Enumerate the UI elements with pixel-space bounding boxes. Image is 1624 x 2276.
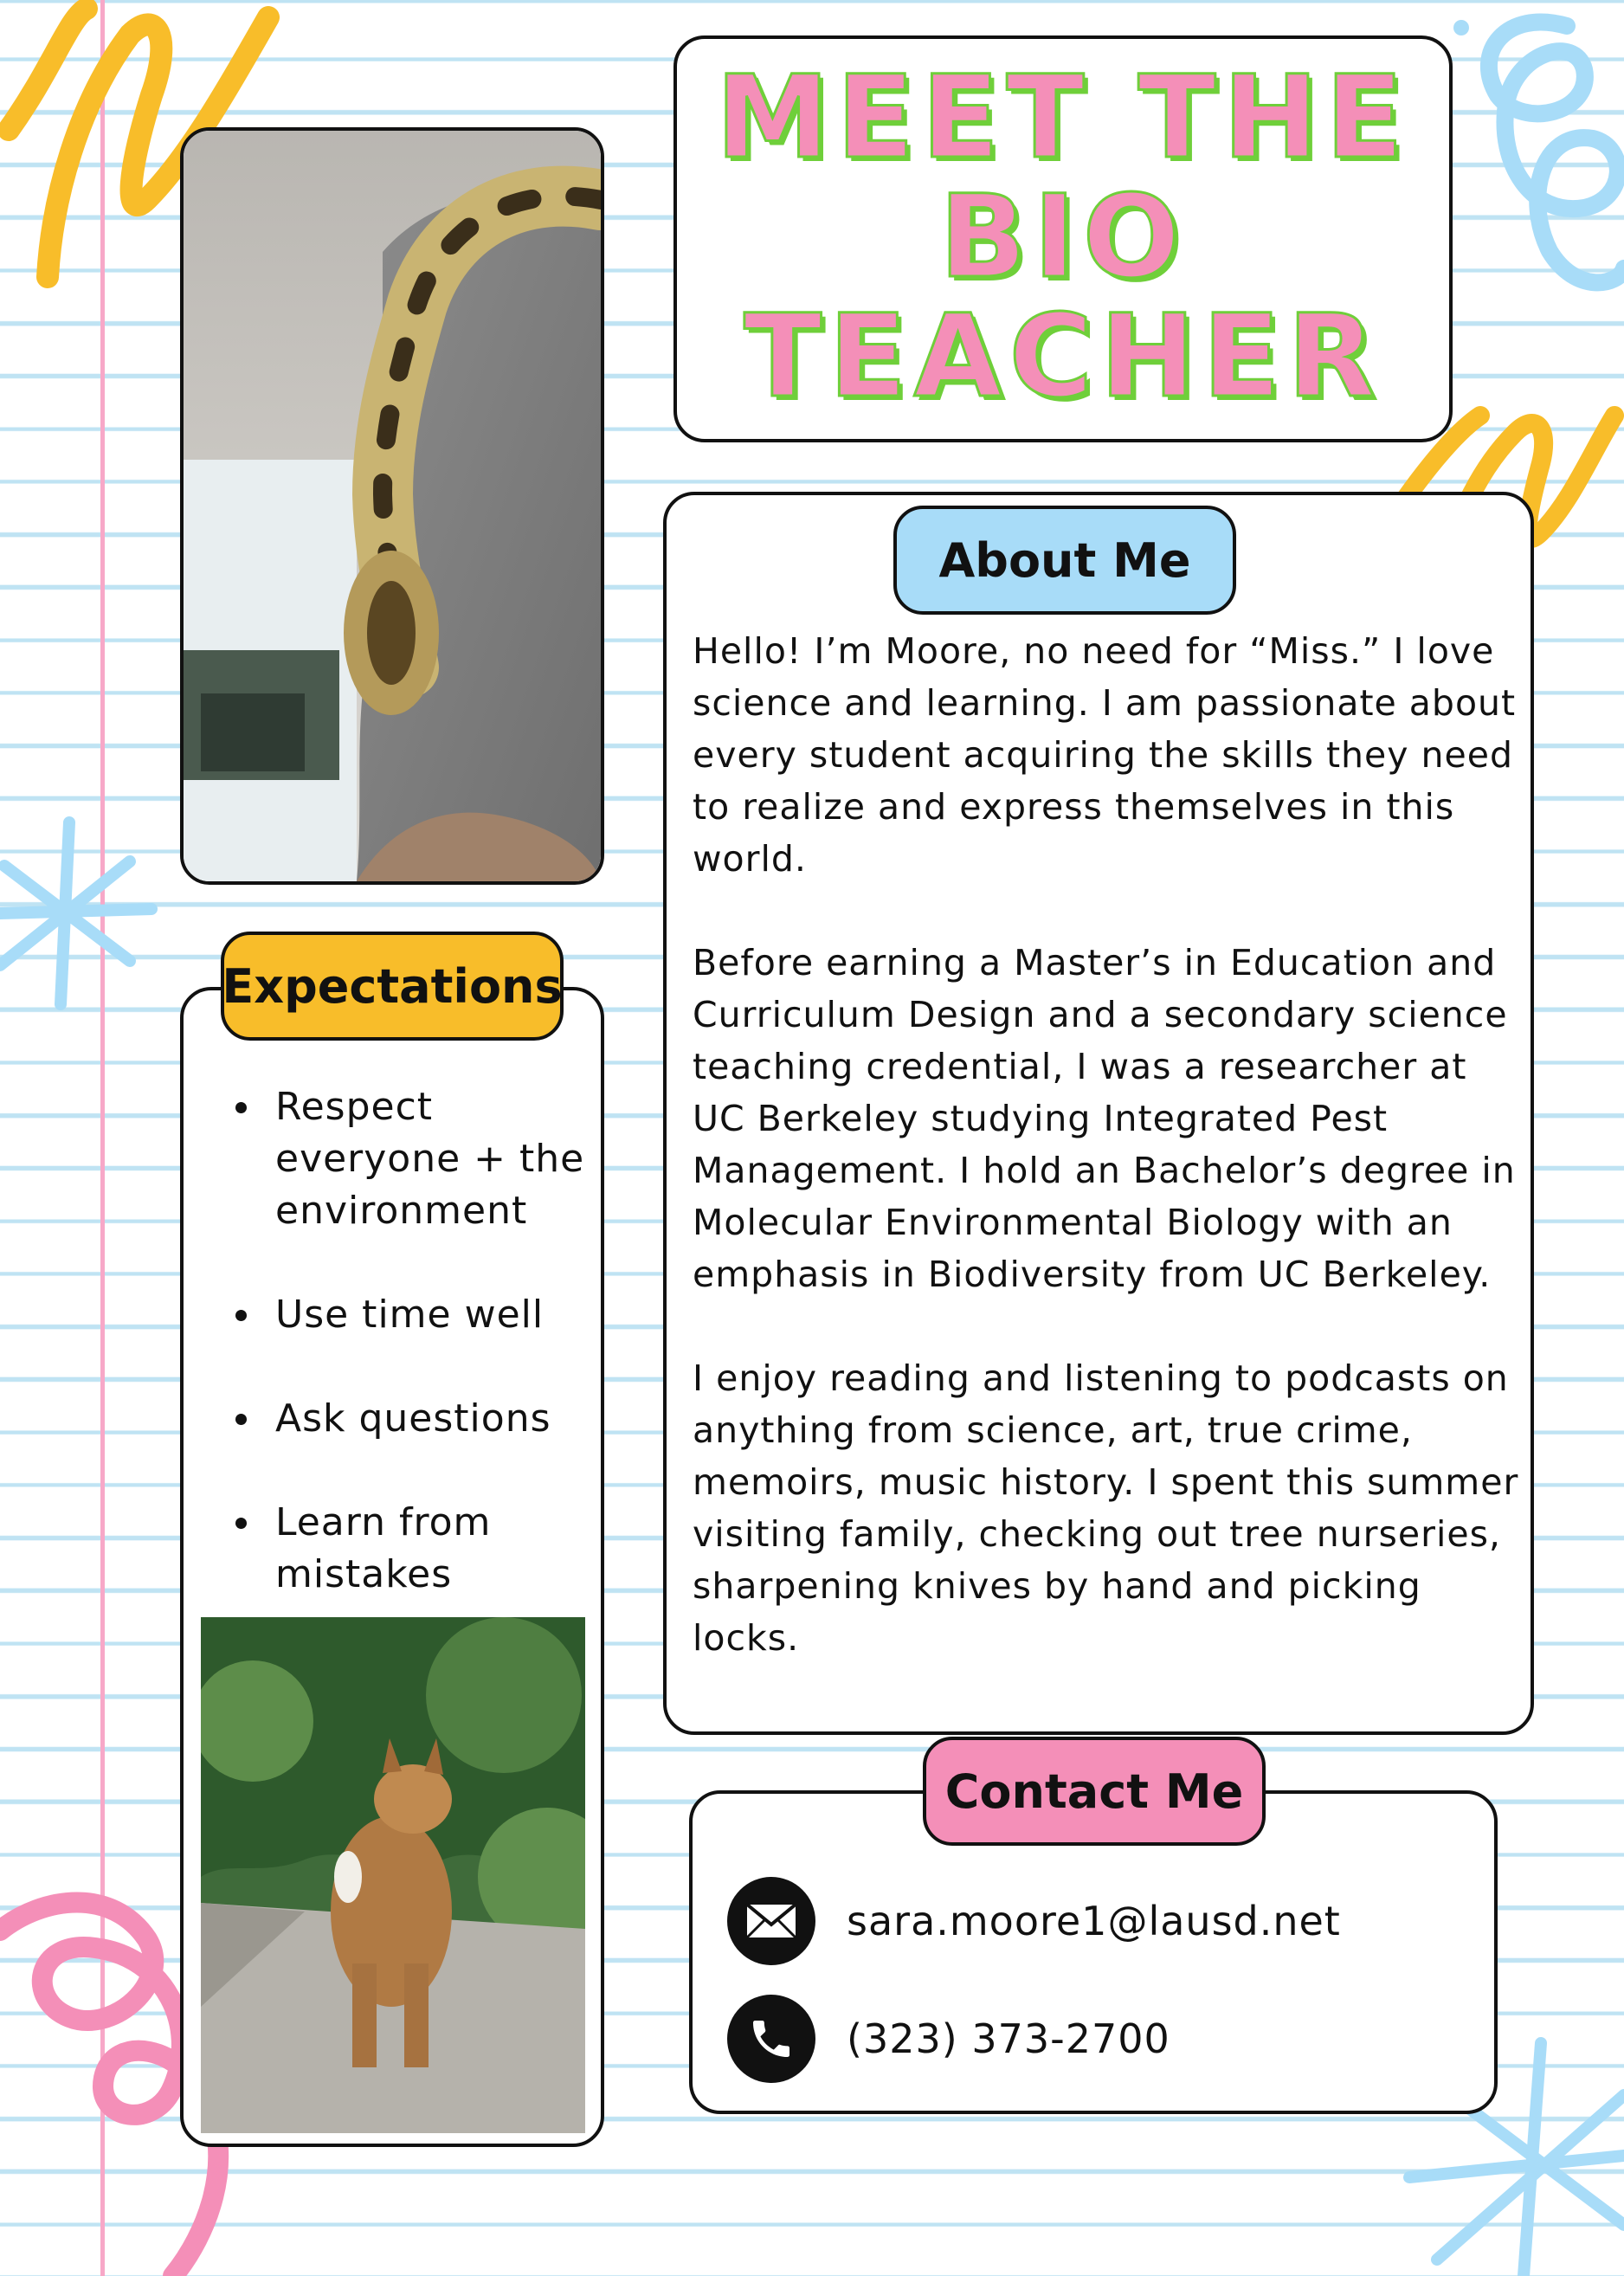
list-item: Respect everyone + the environment <box>227 1081 590 1237</box>
contact-heading: Contact Me <box>923 1737 1266 1846</box>
blue-star-left-icon <box>0 814 173 1013</box>
blue-loops-top-right-icon <box>1437 0 1624 381</box>
page-title <box>677 51 1449 423</box>
expectations-box <box>180 987 604 2147</box>
contact-email-row <box>727 1877 1341 1965</box>
contact-phone-row <box>727 1995 1170 2083</box>
title-line-3: TEACHER <box>744 290 1382 423</box>
bobcat-photo-icon <box>201 1617 585 2133</box>
bobcat-photo <box>201 1617 585 2133</box>
phone-icon <box>727 1995 815 2083</box>
envelope-icon <box>727 1877 815 1965</box>
list-item: Learn from mistakes <box>227 1497 590 1601</box>
about-paragraph-1: Hello! I’m Moore, no need for “Miss.” I love science and learning. I am passionate about every student acquiring the skills they need to realize and express themselves in this world. <box>693 630 1517 880</box>
title-line-1: MEET THE <box>715 51 1411 184</box>
contact-phone[interactable]: (323) 373-2700 <box>847 2015 1170 2062</box>
about-text <box>693 625 1524 1664</box>
expectations-list <box>227 1081 590 1653</box>
about-paragraph-2: Before earning a Master’s in Education and Curriculum Design and a secondary science teaching credential, I was a researcher at UC Berkeley studying Integrated Pest Management. I hold an Bachelor’s degree in Molecular Environmental Biology with an emphasis in Biodiversity from UC Berkeley. <box>693 942 1516 1295</box>
about-box <box>663 492 1534 1735</box>
title-box <box>673 35 1453 442</box>
list-item: Use time well <box>227 1289 590 1341</box>
ball-python-photo-icon <box>184 131 601 881</box>
contact-email[interactable]: sara.moore1@lausd.net <box>847 1898 1341 1944</box>
expectations-heading: Expectations <box>221 932 564 1041</box>
about-heading: About Me <box>893 506 1236 615</box>
title-line-2: BIO <box>939 171 1187 304</box>
list-item: Ask questions <box>227 1393 590 1445</box>
snake-photo <box>180 127 604 885</box>
about-paragraph-3: I enjoy reading and listening to podcasts on anything from science, art, true crime, memoirs, music history. I spent this summer visiting family, checking out tree nurseries, sharpening knives by hand and picking locks. <box>693 1357 1519 1659</box>
